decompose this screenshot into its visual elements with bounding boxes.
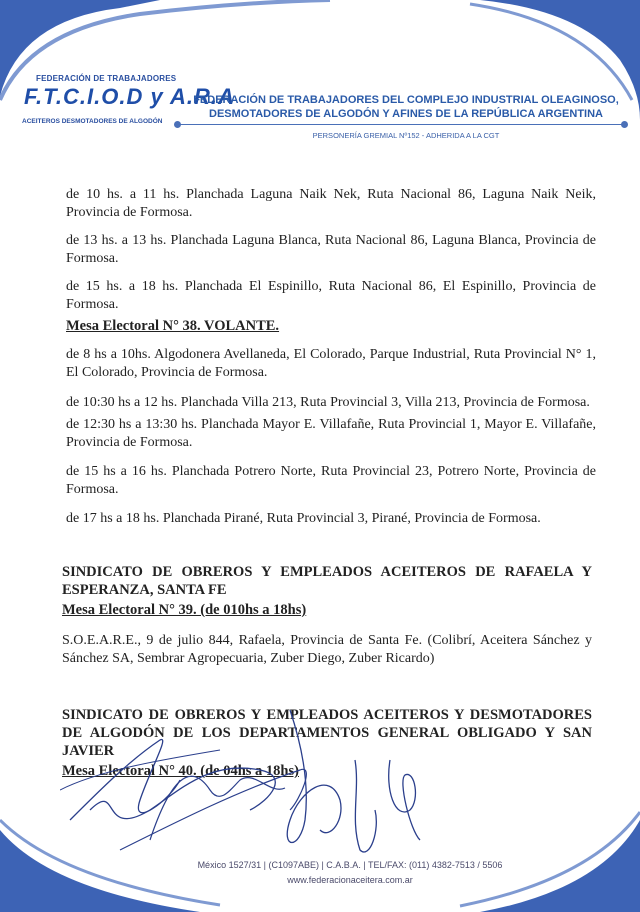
paragraph-pirane: de 17 hs a 18 hs. Planchada Pirané, Ruta Provincial 3, Pirané, Provincia de Formosa. [66,511,541,526]
letterhead-title-line1: FEDERACIÓN DE TRABAJADORES DEL COMPLEJO INDUSTRIAL OLEAGINOSO, [193,94,619,106]
mesa-electoral-38-heading: Mesa Electoral N° 38. VOLANTE. [66,318,280,334]
letterhead-subtitle: PERSONERÍA GREMIAL Nº152 - ADHERIDA A LA CGT [312,131,500,140]
paragraph-laguna-naik-nek: de 10 hs. a 11 hs. Planchada Laguna Naik Nek, Ruta Nacional 86, Laguna Naik Neik, Provincia de Formosa. [66,187,596,220]
logo-acronym: F.T.C.I.O.D y A.R.A [24,84,235,109]
paragraph-mayor-villafane: de 12:30 hs a 13:30 hs. Planchada Mayor E. Villafañe, Ruta Provincial 1, Mayor E. Villafañe, Provincia de Formosa. [66,417,596,450]
paragraph-el-espinillo: de 15 hs. a 18 hs. Planchada El Espinillo, Ruta Nacional 86, El Espinillo, Provincia de Formosa. [66,279,596,312]
mesa-electoral-40-heading: Mesa Electoral N° 40. (de 04hs a 18hs) [62,763,299,779]
letterhead-title [186,93,626,121]
handwritten-signatures [60,700,480,870]
paragraph-algodonera-avellaneda: de 8 hs a 10hs. Algodonera Avellaneda, El Colorado, Parque Industrial, Ruta Provincial N° 1, El Colorado, Provincia de Formosa. [66,347,596,380]
paragraph-potrero-norte: de 15 hs a 16 hs. Planchada Potrero Norte, Ruta Provincial 23, Potrero Norte, Provincia de Formosa. [66,464,596,497]
paragraph-villa-213: de 10:30 hs a 12 hs. Planchada Villa 213, Ruta Provincial 3, Villa 213, Provincia de Formosa. [66,395,590,410]
letterhead-title-line2: DESMOTADORES DE ALGODÓN Y AFINES DE LA REPÚBLICA ARGENTINA [209,108,603,120]
federation-logo [14,74,235,144]
footer-address: México 1527/31 | (C1097ABE) | C.A.B.A. | TEL/FAX: (011) 4382-7513 / 5506 [197,860,503,870]
header-rule-dot-right [621,121,628,128]
paragraph-soeare: S.O.E.A.R.E., 9 de julio 844, Rafaela, Provincia de Santa Fe. (Colibrí, Aceitera Sánchez y Sánchez SA, Sembrar Agropecuaria, Zuber Diego, Zuber Ricardo) [62,633,592,666]
logo-top-text: FEDERACIÓN DE TRABAJADORES [36,74,177,83]
mesa-electoral-39-heading: Mesa Electoral N° 39. (de 010hs a 18hs) [62,602,307,618]
footer-website: www.federacionaceitera.com.ar [287,875,413,885]
header-rule [178,124,624,125]
sindicato-rafaela-heading: SINDICATO DE OBREROS Y EMPLEADOS ACEITEROS DE RAFAELA Y ESPERANZA, SANTA FE [62,564,592,598]
sindicato-general-obligado-heading: SINDICATO DE OBREROS Y EMPLEADOS ACEITEROS Y DESMOTADORES DE ALGODÓN DE LOS DEPARTAMENTOS GENERAL OBLIGADO Y SAN JAVIER [62,707,592,759]
logo-bottom-text: ACEITEROS DESMOTADORES DE ALGODÓN [22,118,163,125]
paragraph-laguna-blanca: de 13 hs. a 13 hs. Planchada Laguna Blanca, Ruta Nacional 86, Laguna Blanca, Provincia de Formosa. [66,233,596,266]
